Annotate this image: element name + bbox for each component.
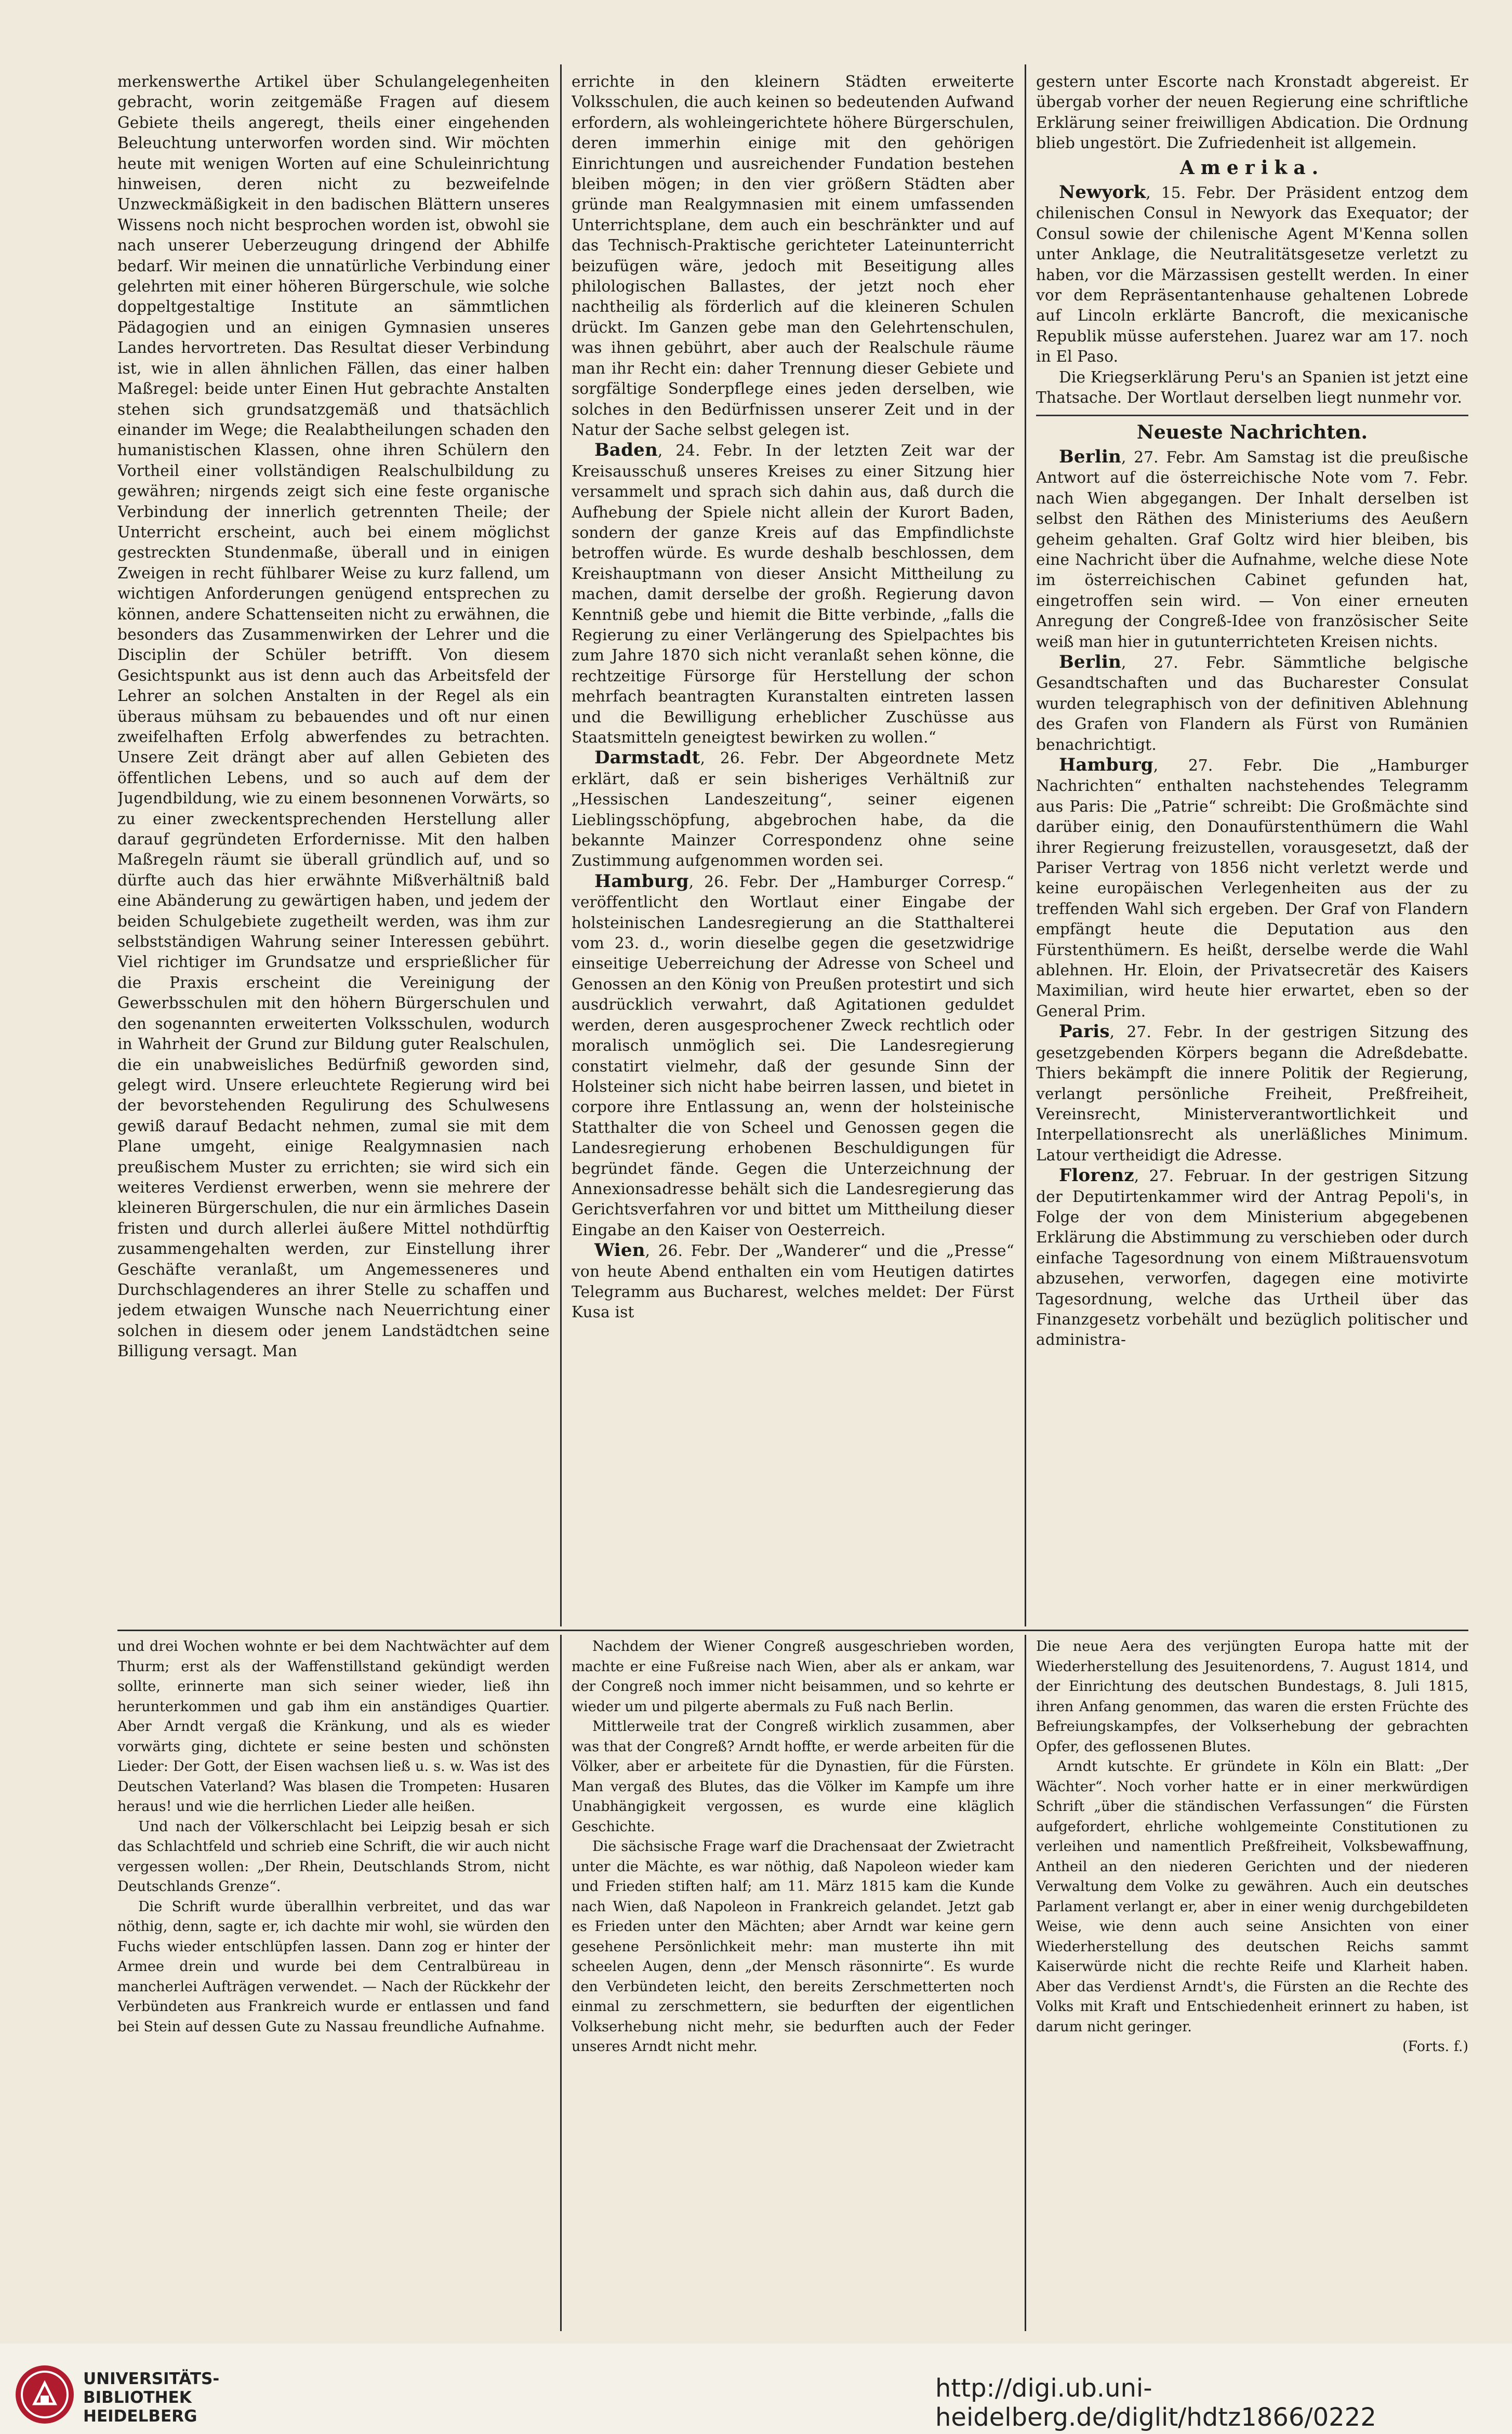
logo-line-1: UNIVERSITÄTS- (83, 2370, 220, 2388)
dateline-place: Darmstadt (594, 747, 700, 769)
dateline-place: Baden (594, 440, 658, 461)
news-item-text: , 24. Febr. In der letzten Zeit war der Kreisausschuß unseres Kreises zu einer Sitzung hier versammelt und sprach sich dahin aus, daß durch die Aufhebung der Spiele nicht allein der Kurort Baden, sondern der ganze Kreis auf das Empfindlichste betroffen würde. Es wurde deshalb beschlossen, dem Kreishauptmann von dieser Ansicht Mittheilung zu machen, damit derselbe der großh. Regierung davon Kenntniß gebe und hiemit die Bitte verbinde, „falls die Regierung zu einer Verlängerung des Spielpachtes bis zum Jahre 1870 sich nicht veranlaßt sehen könne, die rechtzeitige Fürsorge für Herstellung der schon mehrfach beantragten Kuranstalten eintreten lassen und die Bewilligung erheblicher Zuschüsse aus Staatsmitteln geneigtest bewirken zu wollen.“ (572, 442, 1014, 746)
dateline-place: Hamburg (594, 870, 689, 892)
feuilleton-separator (117, 1630, 1468, 1631)
news-item (572, 871, 1014, 1240)
news-item-text: , 27. Febr. Die „Hamburger Nachrichten“ enthalten nachstehendes Telegramm aus Paris: Die „Patrie“ schreibt: Die Großmächte sind darüber einig, den Donaufürstenthümern die Wahl ihrer Regierung freizustellen, vorausgesetzt, daß der Pariser Vertrag von 1856 nicht verletzt werde und keine europäischen Verlegenheiten aus der zu treffenden Wahl sich ergeben. Der Graf von Flandern empfängt heute die Deputation aus den Fürstenthümern. Es heißt, derselbe werde die Wahl ablehnen. Hr. Eloin, der Privatsecretär des Kaisers Maximilian, wird heute hier erwartet, eben so der General Prim. (1036, 757, 1468, 1020)
feuilleton-paragraph: Die neue Aera des verjüngten Europa hatte mit der Wiederherstellung des Jesuitenordens, 7. August 1814, und der Einrichtung des deutschen Bundestags, 8. Juli 1815, ihren Anfang genommen, das waren die ersten Früchte des Befreiungskampfes, der Volkserhebung der gebrachten Opfer, des geflossenen Blutes. (1036, 1638, 1468, 1755)
column-3 (1036, 72, 1468, 1624)
feuilleton-paragraph: Und nach der Völkerschlacht bei Leipzig besah er sich das Schlachtfeld und schrieb eine Schrift, die wir auch nicht vergessen wollen: „Der Rhein, Deutschlands Strom, nicht Deutschlands Grenze“. (117, 1818, 550, 1895)
section-rule (1036, 415, 1468, 416)
dateline-place: Newyork (1059, 182, 1146, 203)
news-item-text: , 27. Febr. Sämmtliche belgische Gesandtschaften und das Bucharester Consulat wurden telegraphisch von der definitiven Ablehnung des Grafen von Flandern als Fürst von Rumänien benachrichtigt. (1036, 653, 1468, 753)
column-2 (572, 72, 1014, 1624)
continuation-note: (Forts. f.) (1402, 2039, 1468, 2055)
feuilleton-paragraph: Nachdem der Wiener Congreß ausgeschrieben worden, machte er eine Fußreise nach Wien, aber als er ankam, war der Congreß noch immer nicht beisammen, und so kehrte er wieder um und pilgerte abermals zu Fuß nach Berlin. (572, 1638, 1014, 1715)
column-1 (117, 72, 550, 1624)
feuilleton-divider-1 (560, 1635, 562, 2331)
dateline-place: Wien (594, 1240, 645, 1261)
logo-line-3: HEIDELBERG (83, 2407, 197, 2426)
news-item (1036, 1166, 1468, 1351)
digitization-url[interactable]: http://digi.ub.uni-heidelberg.de/diglit/hdtz1866/0222 (935, 2374, 1376, 2432)
dateline-place: Paris (1059, 1021, 1110, 1042)
news-item-text: , 26. Febr. Der „Wanderer“ und die „Presse“ von heute Abend enthalten ein vom Heutigen datirtes Telegramm aus Bucharest, welches meldet: Der Fürst Kusa ist (572, 1242, 1014, 1321)
feuilleton-column-1 (117, 1637, 550, 2333)
feuilleton-column-3 (1036, 1637, 1468, 2333)
news-item (1036, 182, 1468, 367)
feuilleton-paragraph: Arndt kutschte. Er gründete in Köln ein Blatt: „Der Wächter“. Noch vorher hatte er in einer merkwürdigen Schrift „über die ständischen Verfassungen“ die Fürsten aufgefordert, ehrliche wohlgemeinte Constitutionen zu verleihen und namentlich Preßfreiheit, Volksbewaffnung, Antheil an den niederen Gerichten und der niederen Verwaltung dem Volke zu gewähren. Auch ein deutsches Parlament verlangt er, aber in einer wenig durchgebildeten Weise, wie denn auch seine Ansichten von einer Wiederherstellung des deutschen Reichs sammt Kaiserwürde nicht die rechte Reife und Klarheit haben. Aber das Verdienst Arndt's, die Fürsten an die Rechte des Volks mit Kraft und Entschiedenheit erinnert zu haben, ist darum nicht geringer. (1036, 1758, 1468, 2035)
news-item (1036, 755, 1468, 1022)
feuilleton-paragraph: Die sächsische Frage warf die Drachensaat der Zwietracht unter die Mächte, es war nöthig, daß Napoleon wieder kam und Frieden stiften half; am 11. März 1815 kam die Kunde nach Wien, daß Napoleon in Frankreich gelandet. Jetzt gab es Frieden unter den Mächten; aber Arndt war keine gern gesehene Persönlichkeit mehr: man musterte ihn mit scheelen Augen, denn „der Mensch räsonnirte“. Es wurde den Verbündeten leicht, den bereits Zerschmetterten noch einmal zu zerschmettern, sie bedurften der eigentlichen Volkserhebung nicht mehr, sie bedurften auch der Feder unseres Arndt nicht mehr. (572, 1838, 1014, 2055)
news-item-text: , 27. Februar. In der gestrigen Sitzung der Deputirtenkammer wird der Antrag Pepoli's, in Folge der von dem Ministerium abgegebenen Erklärung die Abstimmung zu verschieben oder durch einfache Tagesordnung von einem Mißtrauensvotum abzusehen, verworfen, dagegen eine motivirte Tagesordnung, welche das Urtheil über das Finanzgesetz vorbehält und bezüglich politischer und administra- (1036, 1167, 1468, 1349)
article-paragraph: errichte in den kleinern Städten erweiterte Volksschulen, die auch keinen so bedeutenden Aufwand erfordern, als wohleingerichtete höhere Bürgerschulen, deren immerhin einige mit den gehörigen Einrichtungen und ausreichender Fundation bestehen bleiben mögen; in den vier größern Städten aber gründe man Realgymnasien mit einem umfassenden Unterrichtsplane, dem auch ein beschränkter und auf das Technisch-Praktische gerichteter Lateinunterricht beizufügen wäre, jedoch mit Beseitigung alles philologischen Ballastes, der jetzt noch eher nachtheilig als förderlich auf die kleineren Schulen drückt. Im Ganzen gebe man den Gelehrtenschulen, was ihnen gebührt, aber auch der Realschule räume man ihr Recht ein: daher Trennung dieser Gebiete und sorgfältige Sonderpflege eines jeden derselben, wie solches in den Bedürfnissen unserer Zeit und in der Natur der Sache selbst gelegen ist. (572, 73, 1014, 439)
section-heading: Neueste Nachrichten. (1136, 421, 1368, 443)
logo-line-2: BIBLIOTHEK (83, 2388, 192, 2407)
news-item-text: , 27. Febr. In der gestrigen Sitzung des gesetzgebenden Körpers begann die Adreßdebatte. Thiers bekämpft die innere Politik der Regierung, verlangt persönliche Freiheit, Preßfreiheit, Vereinsrecht, Ministerverantwortlichkeit und Interpellationsrecht als unerläßliches Minimum. Latour vertheidigt die Adresse. (1036, 1023, 1468, 1164)
feuilleton-paragraph: und drei Wochen wohnte er bei dem Nachtwächter auf dem Thurm; erst als der Waffenstillstand gekündigt werden sollte, erinnerte man sich seiner wieder, ließ ihn herunterkommen und gab ihm ein anständiges Quartier. Aber Arndt vergaß die Kränkung, und als es wieder vorwärts ging, dichtete er seine besten und schönsten Lieder: Der Gott, der Eisen wachsen ließ u. s. w. Was ist des Deutschen Vaterland? Was blasen die Trompeten: Husaren heraus! und wie die herrlichen Lieder alle heißen. (117, 1638, 550, 1815)
news-item (1036, 652, 1468, 755)
dateline-place: Berlin (1059, 651, 1122, 672)
feuilleton-paragraph: Die Schrift wurde überallhin verbreitet, und das war nöthig, denn, sagte er, ich dachte mir wohl, sie würden den Fuchs wieder entschlüpfen lassen. Dann zog er hinter der Armee drein und wurde bei dem Centralbüreau in mancherlei Aufträgen verwendet. — Nach der Rückkehr der Verbündeten aus Frankreich wurde er entlassen und fand bei Stein auf dessen Gute zu Nassau freundliche Aufnahme. (117, 1898, 550, 2035)
news-item (1036, 1022, 1468, 1166)
news-item (572, 1240, 1014, 1323)
feuilleton-column-2 (572, 1637, 1014, 2333)
article-paragraph: gestern unter Escorte nach Kronstadt abgereist. Er übergab vorher der neuen Regierung eine schriftliche Erklärung seiner freiwilligen Abdication. Die Ordnung blieb ungestört. Die Zufriedenheit ist allgemein. (1036, 73, 1468, 152)
column-divider-1 (560, 64, 562, 1626)
news-item-text: , 26. Febr. Der Abgeordnete Metz erklärt, daß er sein bisheriges Verhältniß zur „Hessischen Landeszeitung“, seiner eigenen Lieblingsschöpfung, abgebrochen habe, da die bekannte Mainzer Correspondenz ohne seine Zustimmung aufgenommen worden sei. (572, 749, 1014, 870)
news-item-text: , 26. Febr. Der „Hamburger Corresp.“ veröffentlicht den Wortlaut einer Eingabe der holsteinischen Landesregierung an die Statthalterei vom 23. d., worin dieselbe gegen die gesetzwidrige einseitige Ueberreichung der Adresse von Scheel und Genossen an den König von Preußen protestirt und sich ausdrücklich verwahrt, daß Agitationen geduldet werden, deren ausgesprochener Zweck rechtlich oder moralisch unmöglich sei. Die Landesregierung constatirt vielmehr, daß der gesunde Sinn der Holsteiner sich nicht habe beirren lassen, und bietet in corpore ihre Entlassung an, wenn der holsteinische Statthalter die von Scheel und Genossen gegen die Landesregierung erhobenen Beschuldigungen für begründet fände. Gegen die Unterzeichnung der Annexionsadresse behält sich die Landesregierung das Gerichtsverfahren vor und bittet um Mittheilung dieser Eingabe an den Kaiser von Oesterreich. (572, 872, 1014, 1239)
news-item-text: , 27. Febr. Am Samstag ist die preußische Antwort auf die österreichische Note vom 7. Febr. nach Wien abgegangen. Der Inhalt derselben ist selbst den Räthen des Ministeriums des Aeußern geheim gehalten. Graf Goltz wird hier bleiben, bis eine Nachricht über die Aufnahme, welche diese Note im österreichischen Cabinet gefunden hat, eingetroffen sein wird. — Von einer erneuten Anregung der Congreß-Idee von französischer Seite weiß man hier in gutunterrichteten Kreisen nichts. (1036, 448, 1468, 651)
section-heading: Amerika. (1179, 156, 1325, 179)
feuilleton-paragraph: Mittlerweile trat der Congreß wirklich zusammen, aber was that der Congreß? Arndt hoffte, er werde arbeiten für die Völker, aber er arbeitete für die Dynastien, für die Fürsten. Man vergaß des Blutes, das die Völker im Kampfe um ihre Unabhängigkeit vergossen, es wurde eine kläglich Geschichte. (572, 1718, 1014, 1835)
feuilleton-divider-2 (1025, 1635, 1026, 2331)
dateline-place: Hamburg (1059, 755, 1153, 775)
university-seal-icon (14, 2363, 76, 2426)
news-item (1036, 447, 1468, 652)
dateline-place: Florenz (1059, 1165, 1134, 1186)
news-item (572, 748, 1014, 871)
column-divider-2 (1025, 64, 1026, 1626)
news-item-text: , 15. Febr. Der Präsident entzog dem chilenischen Consul in Newyork das Exequator; der Consul sowie der chilenische Agent M'Kenna sollen unter Anklage, die Neutralitätsgesetze verletzt zu haben, vor die Märzassisen gestellt werden. In einer vor dem Repräsentantenhause gehaltenen Lobrede auf Lincoln erklärte Bancroft, die mexicanische Republik müsse auferstehen. Juarez war am 17. noch in El Paso. (1036, 184, 1468, 366)
dateline-place: Berlin (1059, 446, 1122, 467)
library-logo-text (83, 2370, 219, 2426)
article-paragraph: Die Kriegserklärung Peru's an Spanien ist jetzt eine Thatsache. Der Wortlaut derselben liegt nunmehr vor. (1036, 368, 1468, 407)
news-item (572, 440, 1014, 748)
article-paragraph: merkenswerthe Artikel über Schulangelegenheiten gebracht, worin zeitgemäße Fragen auf diesem Gebiete theils angeregt, theils einer eingehenden Beleuchtung unterworfen worden sind. Wir möchten heute mit wenigen Worten auf eine Schuleinrichtung hinweisen, deren nicht zu bezweifelnde Unzweckmäßigkeit in den badischen Blättern unseres Wissens noch nicht besprochen worden ist, obwohl sie nach unserer Ueberzeugung dringend der Abhilfe bedarf. Wir meinen die unnatürliche Verbindung einer gelehrten mit einer höheren Bürgerschule, wie solche doppeltgestaltige Institute an sämmtlichen Pädagogien und an einigen Gymnasien unseres Landes hervortreten. Das Resultat dieser Verbindung ist, wie in allen ähnlichen Fällen, das einer halben Maßregel: beide unter Einen Hut gebrachte Anstalten stehen sich grundsatzgemäß und thatsächlich einander im Wege; die Realabtheilungen schaden den humanistischen Klassen, ohne ihren Schülern den Vortheil einer vollständigen Realschulbildung zu gewähren; nirgends zeigt sich eine feste organische Verbindung der innerlich getrennten Theile; der Unterricht erscheint, auch bei einem möglichst gestreckten Stundenmaße, überall und in einigen Zweigen in recht fühlbarer Weise zu kurz fallend, um wichtigen Anforderungen genügend entsprechen zu können, andere Schattenseiten nicht zu erwähnen, die besonders das Zusammenwirken der Lehrer und die Disciplin der Schüler betrifft. Von diesem Gesichtspunkt aus ist denn auch das Arbeitsfeld der Lehrer an solchen Anstalten in der Regel als ein überaus mühsam zu bebauendes und oft nur einen zweifelhaften Erfolg abwerfendes zu betrachten. Unsere Zeit drängt aber auf allen Gebieten des öffentlichen Lebens, und so auch auf dem der Jugendbildung, wie zu einem besonnenen Vorwärts, so zu einer zweckentsprechenden Herstellung aller darauf gegründeten Erfordernisse. Mit den halben Maßregeln räumt sie überall gründlich auf, und so dürfte auch das hier erwähnte Mißverhältniß bald eine Abänderung zu gewärtigen haben, und jedem der beiden Schulgebiete zugetheilt werden, was ihm zur selbstständigen Wahrung seiner Interessen gebührt. Viel richtiger im Grundsatze und ersprießlicher für die Praxis erscheint die Vereinigung der Gewerbsschulen mit den höhern Bürgerschulen und den sogenannten erweiterten Volksschulen, wodurch in Wahrheit der Grund zur Bildung guter Realschulen, die ein unabweisliches Bedürfniß geworden sind, gelegt wird. Unsere erleuchtete Regierung wird bei der bevorstehenden Regulirung des Schulwesens gewiß darauf Bedacht nehmen, zumal sie mit dem Plane umgeht, einige Realgymnasien nach preußischem Muster zu errichten; sie wird sich ein weiteres Verdienst erwerben, wenn sie mehrere der kleineren Bürgerschulen, die nur ein ärmliches Dasein fristen und durch allerlei äußere Mittel nothdürftig zusammengehalten werden, zur Einstellung ihrer Geschäfte veranlaßt, um Angemesseneres und Durchschlagenderes an ihrer Stelle zu schaffen und jedem etwaigen Wunsche nach Neuerrichtung einer solchen in diesem oder jenem Landstädtchen seine Billigung versagt. Man (117, 73, 550, 1360)
